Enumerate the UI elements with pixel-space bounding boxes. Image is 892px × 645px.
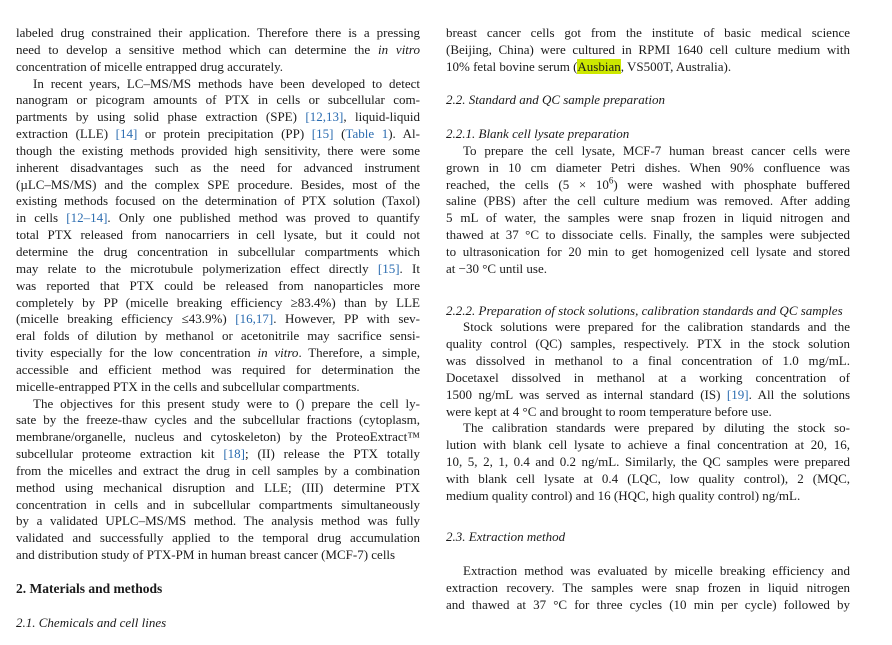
text-line: eral folds of dilution by methanol or acetonitrile may sacrifice sensi- (16, 328, 420, 344)
paragraph (446, 420, 850, 504)
text-line: reached, the cells $(5 \times 10^6)$ were washed with phosphate buffered (446, 175, 850, 192)
left-column (16, 25, 420, 631)
citation-link[interactable]: [19] (726, 386, 749, 402)
paragraph (446, 25, 850, 76)
text-line: extraction (LLE) [14] or protein precipitation (PP) [15] (Table 1). Al- (16, 126, 420, 142)
paragraph (446, 319, 850, 420)
text-line: determine the drug concentration in subcellular compartments which (16, 243, 420, 259)
text-line: tivity especially for the low concentration in vitro. Therefore, a simple, (16, 345, 420, 361)
text-line: Extraction method was evaluated by micelle breaking efficiency and (463, 563, 850, 579)
citation-link[interactable]: [15] (311, 126, 334, 142)
highlighted-text: Ausbian (577, 58, 621, 74)
text-line: 1500 ng/mL was served as internal standard (IS) [19]. All the solutions (446, 386, 850, 402)
text-line: quality control (QC) samples, respectively. PTX in the stock solution (446, 336, 850, 352)
citation-link[interactable]: Table 1 (345, 126, 389, 142)
citation-link[interactable]: [16,17] (235, 311, 274, 327)
text-line: 10, 5, 2, 1, 0.4 and 0.2 ng/mL. Similarly, the QC samples were prepared (446, 454, 850, 470)
citation-link[interactable]: [18] (223, 446, 245, 462)
text-line: method using mechanical disruption and LLE; (III) determine PTX (16, 479, 420, 495)
text-line: The objectives for this present study were to () prepare the cell ly- (33, 395, 420, 411)
text-line: inherent disadvantages such as the need for advanced instrument (16, 159, 420, 175)
text-line: may relate to the microtubule polymerization effect directly [15]. It (16, 260, 420, 276)
text-line: with blank cell lysate at 0.4 (LQC, low quality control), 2 (MQC, (446, 470, 850, 486)
paragraph (16, 25, 420, 76)
text-line: subcellular proteome extraction kit [18]; (II) release the PTX totally (16, 446, 420, 462)
text-line: micelle-entrapped PTX in the cells and subcellular compartments. (16, 378, 360, 394)
section-heading: 2. Materials and methods (16, 580, 163, 596)
text-line: and thawed at 37 °C for three cycles (10 min per cycle) followed by (446, 596, 850, 612)
text-line: labeled drug constrained their application. Therefore there is a pressing (16, 25, 420, 40)
text-line: validated and successfully applied to the temporal drug accumulation (16, 530, 420, 546)
text-line: To prepare the cell lysate, MCF-7 human breast cancer cells were (463, 142, 850, 158)
italic-text: in vitro (257, 345, 299, 361)
text-line: concentration of micelle entrapped drug accurately. (16, 58, 283, 74)
text-line: at −30 °C until use. (446, 260, 547, 276)
text-line: concentration in cells and in subcellular compartments simultaneously (16, 496, 420, 512)
text-line: breast cancer cells got from the institute of basic medical science (446, 25, 850, 40)
text-line: by a validated UPLC–MS/MS method. The analysis method was fully (16, 513, 420, 529)
text-line: need to develop a sensitive method which can determine the in vitro (16, 41, 420, 57)
text-line: to ultrasonication for 20 min to get homogenized cell lysate and stored (446, 243, 850, 259)
subsubsection-heading: 2.2.2. Preparation of stock solutions, calibration standards and QC samples (446, 302, 843, 318)
text-line: sate by the freeze-thaw cycles and the subcellular fractions (cytoplasm, (16, 412, 420, 428)
subsection-heading: 2.3. Extraction method (446, 529, 566, 545)
text-line: and distribution study of PTX-PM in human breast cancer (MCF-7) cells (16, 547, 396, 563)
paragraph (16, 76, 420, 396)
text-line: (micelle breaking efficiency ≤43.9%) [16,17]. However, PP with sev- (16, 311, 421, 327)
text-line: nanogram or picogram amounts of PTX in cells or subcellular com- (16, 92, 420, 108)
text-line: was dissolved in methanol to a final concentration of 1.0 mg/mL. (446, 353, 850, 369)
text-line: membrane/organelle, nucleus and cytoskeleton) by the ProteoExtract™ (16, 429, 420, 445)
text-line: lution with blank cell lysate to achieve a final concentration at 20, 16, (446, 437, 850, 453)
paragraph (446, 563, 850, 614)
text-line: accessible and efficient method was required for determination the (16, 361, 420, 377)
text-line: 10% fetal bovine serum (Ausbian, VS500T, Australia). (446, 58, 732, 74)
text-line: was reported that PTX could be released from nanoparticles more (16, 277, 420, 293)
citation-link[interactable]: [14] (115, 126, 138, 142)
text-line: (Beijing, China) were cultured in RPMI 1640 cell culture medium with (446, 41, 850, 57)
citation-link[interactable]: [12–14] (66, 210, 108, 226)
text-line: partments by using solid phase extraction (SPE) [12,13], liquid-liquid (16, 109, 420, 125)
text-line: (µLC–MS/MS) and the complex SPE procedure. Besides, most of the (16, 176, 420, 192)
right-column (446, 25, 850, 614)
text-line: thawed at 37 °C to dissociate cells. Finally, the samples were subjected (446, 227, 850, 243)
superscript: 6 (608, 175, 614, 186)
citation-link[interactable]: [15] (377, 260, 400, 276)
text-line: extraction recovery. The samples were snap frozen in liquid nitrogen (446, 580, 850, 595)
text-line: total PTX released from nanocarriers in cell lysate, but it could not (16, 227, 420, 243)
text-line: Stock solutions were prepared for the calibration standards and the (463, 319, 850, 335)
text-line: existing methods focused on the determination of PTX solution (Taxol) (16, 193, 420, 209)
text-line: though the existing methods provided high sensitivity, there were some (16, 142, 420, 158)
text-line: 5 mL of water, the samples were snap frozen in liquid nitrogen and (446, 210, 850, 226)
italic-text: in vitro (377, 41, 420, 57)
paragraph (16, 396, 420, 564)
text-line: completely by PP (micelle breaking efficiency ≥83.4%) than by LLE (16, 294, 420, 310)
paragraph (446, 143, 850, 278)
subsubsection-heading: 2.2.1. Blank cell lysate preparation (446, 126, 630, 142)
text-line: from the micelles and extract the drug in cell samples by a combination (16, 462, 420, 478)
citation-link[interactable]: [12,13] (305, 109, 344, 125)
text-line: in cells [12–14]. Only one published method was proved to quantify (16, 210, 420, 226)
text-line: In recent years, LC–MS/MS methods have been developed to detect (33, 75, 420, 91)
text-line: The calibration standards were prepared by diluting the stock so- (463, 420, 850, 436)
text-line: were kept at 4 °C and brought to room temperature before use. (446, 403, 772, 419)
text-line: saline (PBS) after the cell culture medium was removed. After adding (446, 193, 850, 209)
text-line: grown in 10 cm diameter Petri dishes. When 90% confluence was (446, 159, 850, 175)
subsection-heading: 2.2. Standard and QC sample preparation (446, 92, 665, 108)
subsection-heading: 2.1. Chemicals and cell lines (16, 614, 167, 630)
text-line: medium quality control) and 16 (HQC, high quality control) ng/mL. (446, 487, 801, 503)
text-line: Docetaxel dissolved in methanol at a working concentration of (446, 369, 850, 385)
